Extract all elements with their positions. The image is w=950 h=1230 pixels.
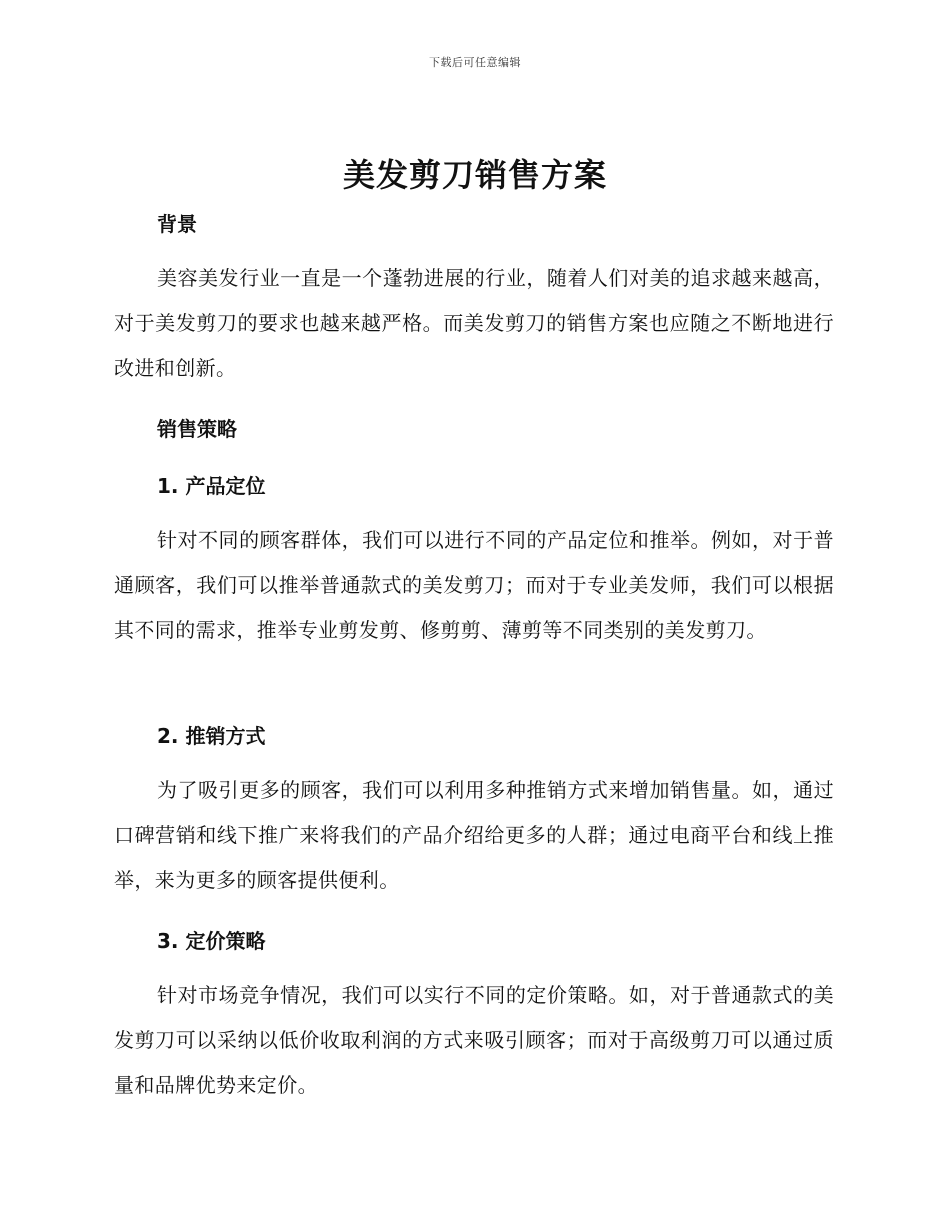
section-heading-pricing-strategy: 3. 定价策略 bbox=[157, 929, 266, 953]
paragraph-background: 美容美发行业一直是一个蓬勃进展的行业，随着人们对美的追求越来越高，对于美发剪刀的要求也越来越严格。而美发剪刀的销售方案也应随之不断地进行改进和创新。 bbox=[114, 266, 834, 380]
section-heading-promotion-methods: 2. 推销方式 bbox=[157, 724, 266, 748]
paragraph-promotion-methods: 为了吸引更多的顾客，我们可以利用多种推销方式来增加销售量。如，通过口碑营销和线下推广来将我们的产品介绍给更多的人群；通过电商平台和线上推举，来为更多的顾客提供便利。 bbox=[114, 778, 834, 892]
section-heading-product-positioning: 1. 产品定位 bbox=[157, 474, 266, 498]
paragraph-pricing-strategy: 针对市场竞争情况，我们可以实行不同的定价策略。如，对于普通款式的美发剪刀可以采纳以低价收取利润的方式来吸引顾客；而对于高级剪刀可以通过质量和品牌优势来定价。 bbox=[114, 983, 834, 1097]
document-title: 美发剪刀销售方案 bbox=[342, 156, 607, 194]
section-heading-sales-strategy: 销售策略 bbox=[157, 417, 237, 441]
paragraph-product-positioning: 针对不同的顾客群体，我们可以进行不同的产品定位和推举。例如，对于普通顾客，我们可以推举普通款式的美发剪刀；而对于专业美发师，我们可以根据其不同的需求，推举专业剪发剪、修剪剪、薄剪等不同类别的美发剪刀。 bbox=[114, 528, 834, 642]
header-note: 下载后可任意编辑 bbox=[429, 56, 521, 69]
section-heading-background: 背景 bbox=[157, 212, 197, 236]
